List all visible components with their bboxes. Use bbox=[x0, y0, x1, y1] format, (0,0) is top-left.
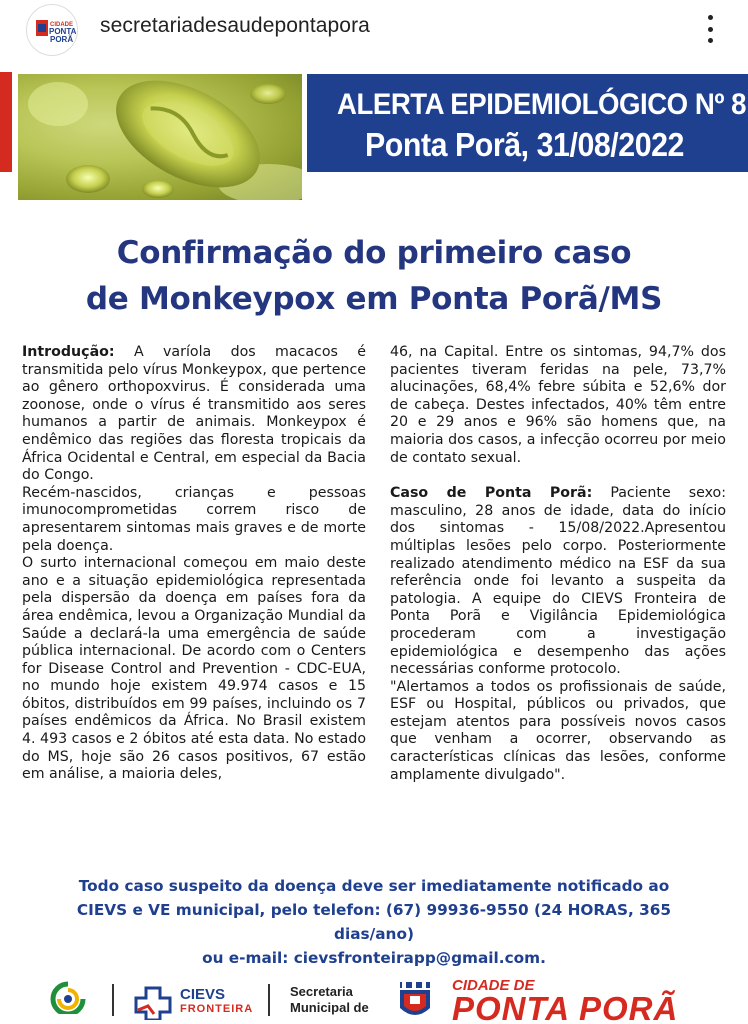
alert-banner bbox=[307, 74, 748, 172]
svg-text:PORÃ: PORÃ bbox=[50, 35, 74, 44]
more-options-icon[interactable] bbox=[700, 12, 720, 46]
secretaria-line-1: Secretaria bbox=[290, 984, 353, 999]
footer-divider bbox=[112, 984, 114, 1016]
ponta-pora-logo-icon bbox=[28, 6, 76, 54]
symptoms-paragraph: 46, na Capital. Entre os sintomas, 94,7% dos pacientes tiveram feridas na pele, 73,7% alucinações, 68,4% febre súbita e 52,6% dor de cabeça. Destes infectados, 40% têm entre 20 e 29 anos e 96% são homens que, na maioria dos casos, a infecção ocorreu por meio de contato sexual. bbox=[390, 344, 726, 466]
red-accent-bar bbox=[0, 72, 12, 172]
intro-text: A varíola dos macacos é transmitida pelo vírus Monkeypox, que pertence ao gênero orthopoxvirus. É considerada uma zoonose, onde o vírus é transmitido aos seres humanos a partir de animais. Monkeypox é endêmico das regiões das floresta tropicais da África Ocidental e Central, em especial da Bacia do Congo. bbox=[22, 344, 366, 484]
intro-label: Introdução: bbox=[22, 344, 115, 360]
notice-line-3: ou e-mail: cievsfronteirapp@gmail.com. bbox=[202, 949, 546, 967]
cievs-subtitle: FRONTEIRA bbox=[180, 1003, 254, 1015]
alert-title: ALERTA EPIDEMIOLÓGICO Nº 8 bbox=[337, 88, 747, 121]
footer-divider bbox=[268, 984, 270, 1016]
alert-quote: "Alertamos a todos os profissionais de saúde, ESF ou Hospital, públicos ou privados, que estejam atentos para possíveis novos casos que venham a ocorrer, observando as características clínicas das lesões, conforme amplamente divulgado". bbox=[390, 678, 726, 783]
secretaria-line-2: Municipal de bbox=[290, 1000, 369, 1015]
cievs-name: CIEVS bbox=[180, 986, 226, 1003]
risk-paragraph: Recém-nascidos, crianças e pessoas imunocomprometidas correm risco de apresentarem sintomas mais graves e de morte pela doença. bbox=[22, 484, 366, 554]
right-column bbox=[390, 344, 726, 784]
profile-username[interactable]: secretariadesaudepontapora bbox=[100, 14, 370, 37]
cievs-cross-icon bbox=[132, 984, 174, 1020]
post-header bbox=[0, 0, 748, 58]
virus-illustration bbox=[18, 74, 302, 200]
city-crest-icon bbox=[392, 978, 438, 1024]
cievs-logo-text bbox=[180, 988, 253, 1016]
secretaria-logo-text bbox=[290, 984, 369, 1016]
health-logo-icon bbox=[48, 980, 88, 1014]
city-logo-big: PONTA PORÃ bbox=[452, 990, 679, 1024]
headline-line-1: Confirmação do primeiro caso bbox=[116, 235, 632, 271]
notice-line-2: CIEVS e VE municipal, pelo telefon: (67) 99936-9550 (24 HORAS, 365 dias/ano) bbox=[76, 901, 672, 943]
notification-notice bbox=[40, 874, 708, 970]
svg-text:CIDADE: CIDADE bbox=[50, 22, 74, 28]
case-label: Caso de Ponta Porã: bbox=[390, 485, 593, 502]
case-text: Paciente sexo: masculino, 28 anos de idade, data do início dos sintomas - 15/08/2022.Apresentou múltiplas lesões pelo corpo. Posteriormente realizado atendimento médico na ESF da sua referência onde foi levanto a suspeita da patologia. A equipe do CIEVS Fronteira de Ponta Porã e Vigilância Epidemiológica procederam com a investigação epidemiológica e desempenho das ações necessárias conforme protocolo. bbox=[390, 485, 726, 678]
notice-line-1: Todo caso suspeito da doença deve ser imediatamente notificado ao bbox=[78, 877, 670, 895]
alert-date: Ponta Porã, 31/08/2022 bbox=[365, 126, 684, 163]
svg-text:PONTA: PONTA bbox=[49, 27, 76, 36]
headline bbox=[20, 230, 728, 322]
profile-avatar[interactable] bbox=[26, 4, 78, 56]
outbreak-paragraph: O surto internacional começou em maio deste ano e a situação epidemiológica representada pela dispersão da doença em países fora da área endêmica, levou a Organização Mundial da Saúde a declará-la uma emergência de saúde pública internacional. De acordo com o Centers for Disease Control and Prevention - CDC-EUA, no mundo hoje existem 49.974 casos e 15 óbitos, distribuídos em 99 países, incluindo os 7 países endêmicos da África. No Brasil existem 4. 493 casos e 2 óbitos até esta data. No estado do MS, hoje são 26 casos positivos, 67 estão em análise, a maioria deles, bbox=[22, 555, 366, 783]
city-logo-text bbox=[452, 978, 678, 1024]
post-image bbox=[0, 60, 748, 1024]
footer-logos bbox=[0, 966, 748, 1024]
city-logo-small: CIDADE DE bbox=[452, 977, 535, 994]
left-column bbox=[22, 344, 366, 784]
case-paragraph bbox=[390, 485, 726, 679]
headline-line-2: de Monkeypox em Ponta Porã/MS bbox=[85, 281, 663, 317]
intro-paragraph bbox=[22, 344, 366, 485]
